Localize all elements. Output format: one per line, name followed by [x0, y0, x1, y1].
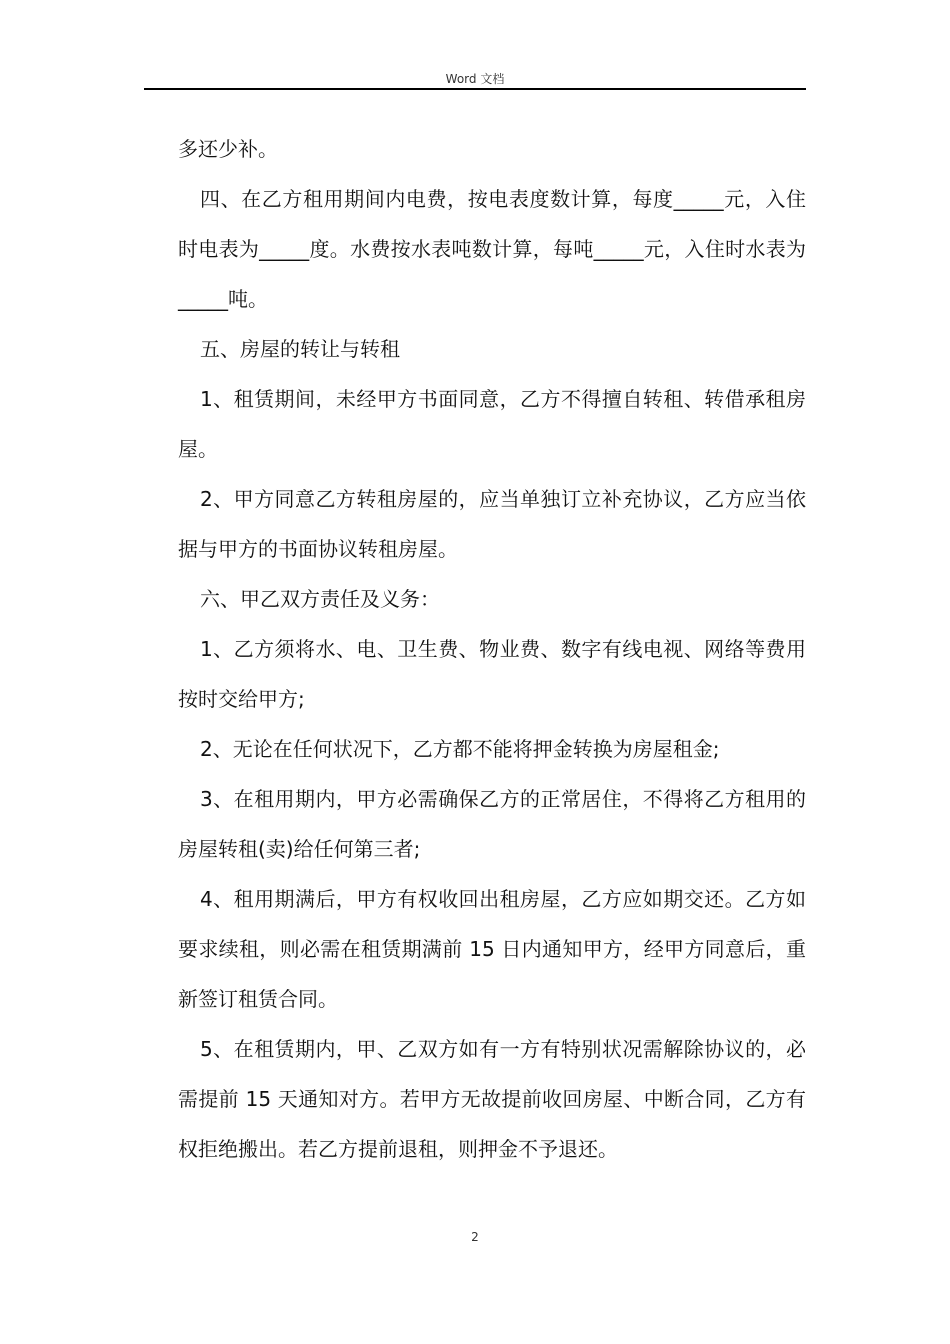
paragraph: 2、无论在任何状况下，乙方都不能将押金转换为房屋租金;: [200, 737, 720, 761]
paragraph: 2、甲方同意乙方转租房屋的，应当单独订立补充协议，乙方应当依据与甲方的书面协议转租房屋。: [178, 487, 806, 561]
paragraph: 多还少补。: [178, 137, 278, 161]
document-body: [178, 124, 806, 1174]
paragraph: 1、乙方须将水、电、卫生费、物业费、数字有线电视、网络等费用按时交给甲方;: [178, 637, 806, 711]
page-number: 2: [471, 1230, 479, 1244]
section-heading: 六、甲乙双方责任及义务：: [200, 587, 440, 611]
paragraph: 四、在乙方租用期间内电费，按电表度数计算，每度_____元，入住时电表为_____度。水费按水表吨数计算，每吨_____元，入住时水表为_____吨。: [178, 187, 806, 311]
paragraph: 4、租用期满后，甲方有权收回出租房屋，乙方应如期交还。乙方如要求续租，则必需在租赁期满前 15 日内通知甲方，经甲方同意后，重新签订租赁合同。: [178, 887, 806, 1011]
paragraph: 1、租赁期间，未经甲方书面同意，乙方不得擅自转租、转借承租房屋。: [178, 387, 806, 461]
paragraph: 3、在租用期内，甲方必需确保乙方的正常居住，不得将乙方租用的房屋转租(卖)给任何第三者;: [178, 787, 806, 861]
section-heading: 五、房屋的转让与转租: [200, 337, 400, 361]
page-header-title: Word 文档: [445, 72, 505, 86]
header-divider: [144, 88, 806, 90]
paragraph: 5、在租赁期内，甲、乙双方如有一方有特别状况需解除协议的，必需提前 15 天通知对方。若甲方无故提前收回房屋、中断合同，乙方有权拒绝搬出。若乙方提前退租，则押金不予退还。: [178, 1037, 806, 1161]
